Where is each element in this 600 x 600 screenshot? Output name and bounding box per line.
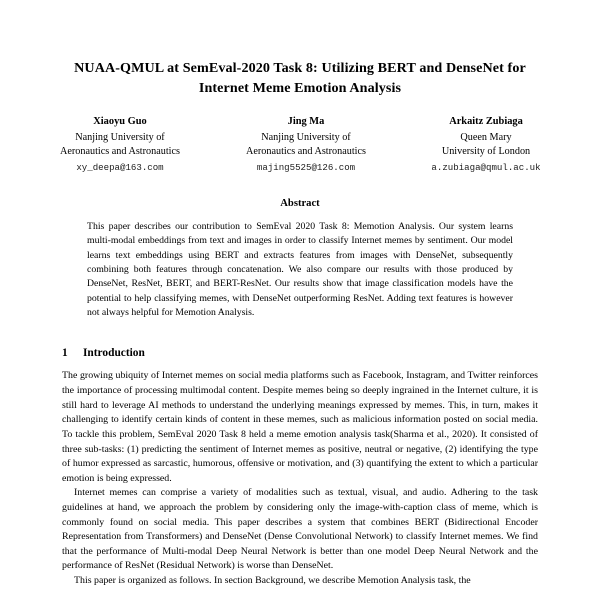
author-affiliation-line: Nanjing University of xyxy=(75,131,165,143)
author-column-2 xyxy=(213,115,399,174)
section-number: 1 xyxy=(62,347,68,360)
author-column-3 xyxy=(399,115,573,174)
author-affiliation-line: University of London xyxy=(441,145,531,157)
page-title: NUAA-QMUL at SemEval-2020 Task 8: Utilizing BERT and DenseNet for Internet Meme Emotion Analysis xyxy=(74,60,526,96)
title-block xyxy=(0,0,600,98)
abstract-text: This paper describes our contribution to SemEval 2020 Task 8: Memotion Analysis. Our system learns multi-modal embeddings from text and images in order to classify Internet memes by sentiment. Our model learns text embeddings using BERT and extracts features from images with DenseNet, subsequently combining both features through concatenation. We also compare our results with those produced by DenseNet, ResNet, BERT, and BERT-ResNet. Our results show that image classification models have the potential to help classifying memes, with DenseNet outperforming ResNet. Adding text features is however not always helpful for Memotion Analysis. xyxy=(87,221,513,319)
author-column-1 xyxy=(27,115,213,174)
abstract-heading: Abstract xyxy=(280,198,320,210)
abstract-section xyxy=(0,198,600,320)
section-heading xyxy=(62,347,538,359)
author-affiliation-line: Nanjing University of xyxy=(261,131,351,143)
paragraph: Internet memes can comprise a variety of modalities such as textual, visual, and audio. Adhering to the task guidelines at hand, we approach the problem by considering only the image-with-caption class of meme, which is commonly found on social media. This paper describes a system that combines BERT (Bidirectional Encoder Representation from Transformers) and DenseNet (Dense Convolutional Network) to classify Internet memes. We find that the performance of Multi-modal Deep Neural Network is better than one model Deep Neural Network and the performance of ResNet (Residual Network) is worse than DenseNet. xyxy=(62,487,538,572)
author-affiliation-line: Aeronautics and Astronautics xyxy=(246,145,366,157)
author-block xyxy=(0,115,600,174)
section-title: Introduction xyxy=(83,347,145,360)
author-name: Xiaoyu Guo xyxy=(93,116,147,127)
author-affiliation-line: Queen Mary xyxy=(460,131,512,143)
section-introduction xyxy=(0,347,600,588)
author-email[interactable]: majing5525@126.com xyxy=(256,161,356,173)
author-email[interactable]: a.zubiaga@qmul.ac.uk xyxy=(431,161,541,173)
author-name: Jing Ma xyxy=(287,116,325,127)
paragraph: The growing ubiquity of Internet memes on social media platforms such as Facebook, Instagram, and Twitter reinforces the importance of processing multimodal content. Despite memes being so deeply ingrained in the Internet culture, it is still hard to leverage AI methods to understand the underlying meanings expressed by memes. This, in turn, makes it challenging to identify certain kinds of content in these memes, such as malicious information posted on social media. To tackle this problem, SemEval 2020 Task 8 held a meme emotion analysis task(Sharma et al., 2020). It consisted of three sub-tasks: (1) predicting the sentiment of Internet memes as positive, neutral or negative, (2) identifying the type of humor expressed as sarcastic, humorous, offensive or motivation, and (3) quantifying the extent to which a particular emotion is being expressed. xyxy=(62,370,538,484)
author-email[interactable]: xy_deepa@163.com xyxy=(76,161,164,173)
author-affiliation-line: Aeronautics and Astronautics xyxy=(60,145,180,157)
paragraph: This paper is organized as follows. In section Background, we describe Memotion Analysis task, the xyxy=(74,574,471,586)
author-name: Arkaitz Zubiaga xyxy=(449,116,523,127)
